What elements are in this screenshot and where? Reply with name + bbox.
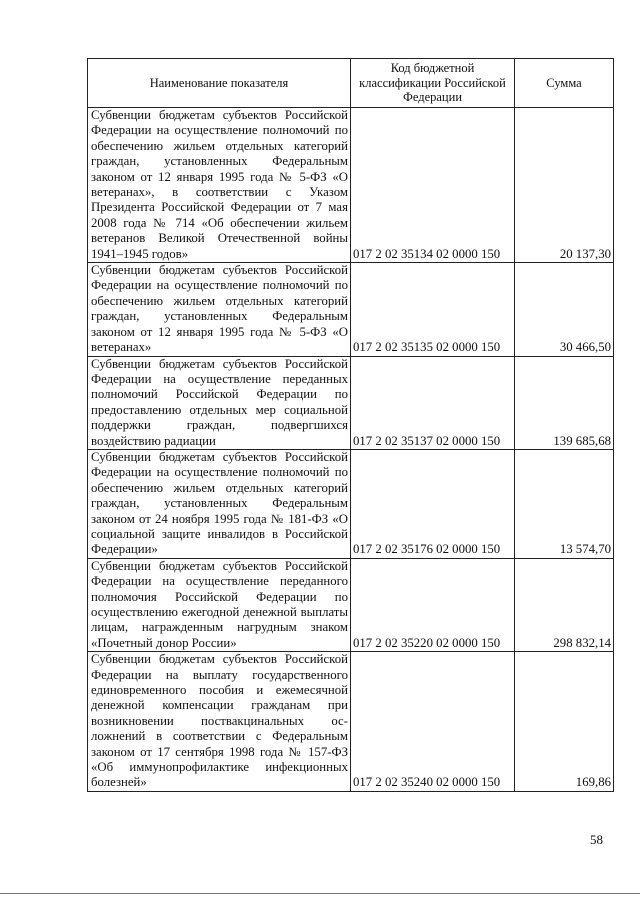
row-budget-code: 017 2 02 35176 02 0000 150	[351, 449, 515, 558]
row-indicator-name: Субвенции бюджетам субъектов Российской Федерации на осуществление полномочий по обеспечению жильем отдельных категорий граждан, установленных Федеральным законом от 24 ноября 1995 года № 181-ФЗ «О социальной защите инвалидов в Российской Федерации»	[88, 449, 351, 558]
table-row	[88, 652, 614, 792]
row-sum: 139 685,68	[515, 356, 614, 449]
row-sum: 169,86	[515, 652, 614, 792]
row-budget-code: 017 2 02 35220 02 0000 150	[351, 558, 515, 651]
row-budget-code: 017 2 02 35240 02 0000 150	[351, 652, 515, 792]
row-sum: 20 137,30	[515, 108, 614, 263]
header-budget-code: Код бюджетной классификации Российской Федерации	[351, 59, 515, 108]
header-indicator-name: Наименование показателя	[88, 59, 351, 108]
table-row	[88, 108, 614, 263]
row-indicator-name: Субвенции бюджетам субъектов Российской Федерации на осуществление полномочий по обеспечению жильем отдельных категорий граждан, установленных Федеральным законом от 12 января 1995 года № 5-ФЗ «О ветеранах»	[88, 263, 351, 356]
scan-edge-divider	[0, 893, 640, 894]
header-sum: Сумма	[515, 59, 614, 108]
row-budget-code: 017 2 02 35134 02 0000 150	[351, 108, 515, 263]
row-budget-code: 017 2 02 35135 02 0000 150	[351, 263, 515, 356]
row-indicator-name: Субвенции бюджетам субъектов Российской Федерации на осуществление переданного полномочия Российской Федерации по осуществлению ежегодной денежной выплаты лицам, награжденным нагрудным знаком «Почетный донор России»	[88, 558, 351, 651]
row-indicator-name: Субвенции бюджетам субъектов Российской Федерации на осуществление полномочий по обеспечению жильем отдельных категорий граждан, установленных Федеральным законом от 12 января 1995 года № 5-ФЗ «О ветеранах», в соответствии с Указом Президента Российской Федерации от 7 мая 2008 года № 714 «Об обеспечении жильем ветеранов Великой Отечественной войны 1941–1945 годов»	[88, 108, 351, 263]
table-row	[88, 263, 614, 356]
table-header-row	[88, 59, 614, 108]
table-row	[88, 356, 614, 449]
table-row	[88, 449, 614, 558]
row-indicator-name: Субвенции бюджетам субъектов Российской Федерации на выплату государственного единовременного пособия и ежемесячной денежной компенсации гражданам при возникновении поствакцинальных осложнений в соответствии с Федеральным законом от 17 сентября 1998 года № 157-ФЗ «Об иммунопрофилактике инфекционных болезней»	[88, 652, 351, 792]
row-sum: 13 574,70	[515, 449, 614, 558]
page-number: 58	[590, 832, 603, 847]
table-row	[88, 558, 614, 651]
row-sum: 30 466,50	[515, 263, 614, 356]
row-sum: 298 832,14	[515, 558, 614, 651]
budget-table	[87, 58, 614, 792]
row-indicator-name: Субвенции бюджетам субъектов Российской Федерации на осуществление переданных полномочий Российской Федерации по предоставлению отдельных мер социальной поддержки граждан, подвергшихся воздействию радиации	[88, 356, 351, 449]
row-budget-code: 017 2 02 35137 02 0000 150	[351, 356, 515, 449]
